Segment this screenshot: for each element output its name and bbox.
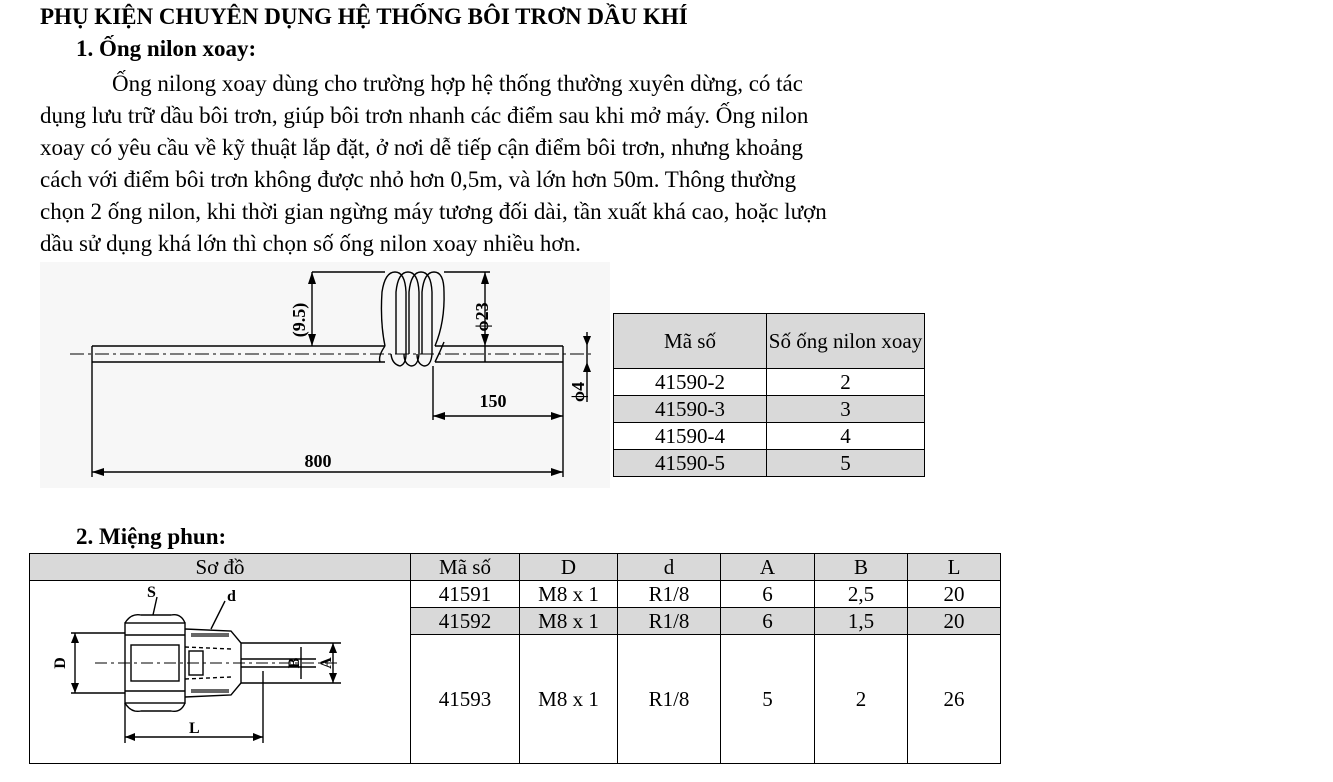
table-cell: 41591 bbox=[411, 581, 520, 608]
table-cell: M8 x 1 bbox=[520, 608, 618, 635]
table-cell: M8 x 1 bbox=[520, 635, 618, 764]
table-cell: 4 bbox=[767, 423, 925, 450]
coil-tube-table bbox=[613, 313, 925, 477]
table-cell: 26 bbox=[908, 635, 1001, 764]
table-header: A bbox=[721, 554, 815, 581]
table-cell: 2 bbox=[767, 369, 925, 396]
table-header: L bbox=[908, 554, 1001, 581]
table-cell: R1/8 bbox=[618, 581, 721, 608]
paragraph-line: cách với điểm bôi trơn không được nhỏ hơn 0,5m, và lớn hơn 50m. Thông thường bbox=[40, 167, 797, 192]
page-title: PHỤ KIỆN CHUYÊN DỤNG HỆ THỐNG BÔI TRƠN DẦU KHÍ bbox=[40, 4, 688, 29]
table-cell: 5 bbox=[767, 450, 925, 477]
paragraph-line: chọn 2 ống nilon, khi thời gian ngừng máy tương đối dài, tần xuất khá cao, hoặc lượn bbox=[40, 199, 827, 224]
table-cell: 41590-4 bbox=[614, 423, 767, 450]
table-cell: 6 bbox=[721, 608, 815, 635]
coil-tube-diagram bbox=[40, 262, 610, 488]
paragraph-line: dầu sử dụng khá lớn thì chọn số ống nilon xoay nhiều hơn. bbox=[40, 231, 581, 256]
dim-phi23-label: ϕ23 bbox=[472, 302, 492, 332]
nozzle-L-label: L bbox=[189, 720, 200, 737]
table-header: B bbox=[815, 554, 908, 581]
table-row bbox=[614, 423, 925, 450]
table-row bbox=[614, 396, 925, 423]
dim-800-label: 800 bbox=[304, 451, 332, 471]
paragraph-line: xoay có yêu cầu về kỹ thuật lắp đặt, ở nơi dễ tiếp cận điểm bôi trơn, nhưng khoảng bbox=[40, 135, 804, 160]
nozzle-A-label: A bbox=[318, 657, 335, 669]
table-row bbox=[614, 369, 925, 396]
table-cell: 5 bbox=[721, 635, 815, 764]
table-header: D bbox=[520, 554, 618, 581]
dim-9-5-label: (9.5) bbox=[289, 302, 309, 338]
table-cell: 41590-5 bbox=[614, 450, 767, 477]
table-header: Số ống nilon xoay bbox=[767, 314, 925, 369]
nozzle-S-label: S bbox=[147, 584, 156, 601]
table-row bbox=[614, 450, 925, 477]
nozzle-B-label: B bbox=[286, 657, 303, 669]
table-cell: 41592 bbox=[411, 608, 520, 635]
table-header: Mã số bbox=[411, 554, 520, 581]
dim-150-label: 150 bbox=[479, 391, 507, 411]
table-header: Mã số bbox=[614, 314, 767, 369]
paragraph-line: dụng lưu trữ dầu bôi trơn, giúp bôi trơn nhanh các điểm sau khi mở máy. Ống nilon bbox=[40, 103, 809, 128]
paragraph-line: Ống nilong xoay dùng cho trường hợp hệ thống thường xuyên dừng, có tác bbox=[112, 71, 803, 96]
table-cell: R1/8 bbox=[618, 608, 721, 635]
table-cell: 3 bbox=[767, 396, 925, 423]
section1-paragraph bbox=[40, 68, 1000, 260]
section1-heading: 1. Ống nilon xoay: bbox=[76, 36, 257, 61]
table-cell: 2 bbox=[815, 635, 908, 764]
table-cell: 2,5 bbox=[815, 581, 908, 608]
table-cell: 41590-2 bbox=[614, 369, 767, 396]
table-cell: 41590-3 bbox=[614, 396, 767, 423]
table-cell: 1,5 bbox=[815, 608, 908, 635]
table-cell: 6 bbox=[721, 581, 815, 608]
table-cell: 20 bbox=[908, 608, 1001, 635]
table-cell: 20 bbox=[908, 581, 1001, 608]
nozzle-diagram bbox=[31, 583, 407, 767]
table-cell: M8 x 1 bbox=[520, 581, 618, 608]
nozzle-d-label: d bbox=[227, 588, 236, 605]
table-cell: R1/8 bbox=[618, 635, 721, 764]
dim-phi4-label: ϕ4 bbox=[568, 381, 588, 403]
section2-heading: 2. Miệng phun: bbox=[76, 524, 227, 549]
table-header: d bbox=[618, 554, 721, 581]
table-header: Sơ đồ bbox=[30, 554, 411, 581]
nozzle-D-label: D bbox=[52, 657, 69, 669]
table-cell: 41593 bbox=[411, 635, 520, 764]
